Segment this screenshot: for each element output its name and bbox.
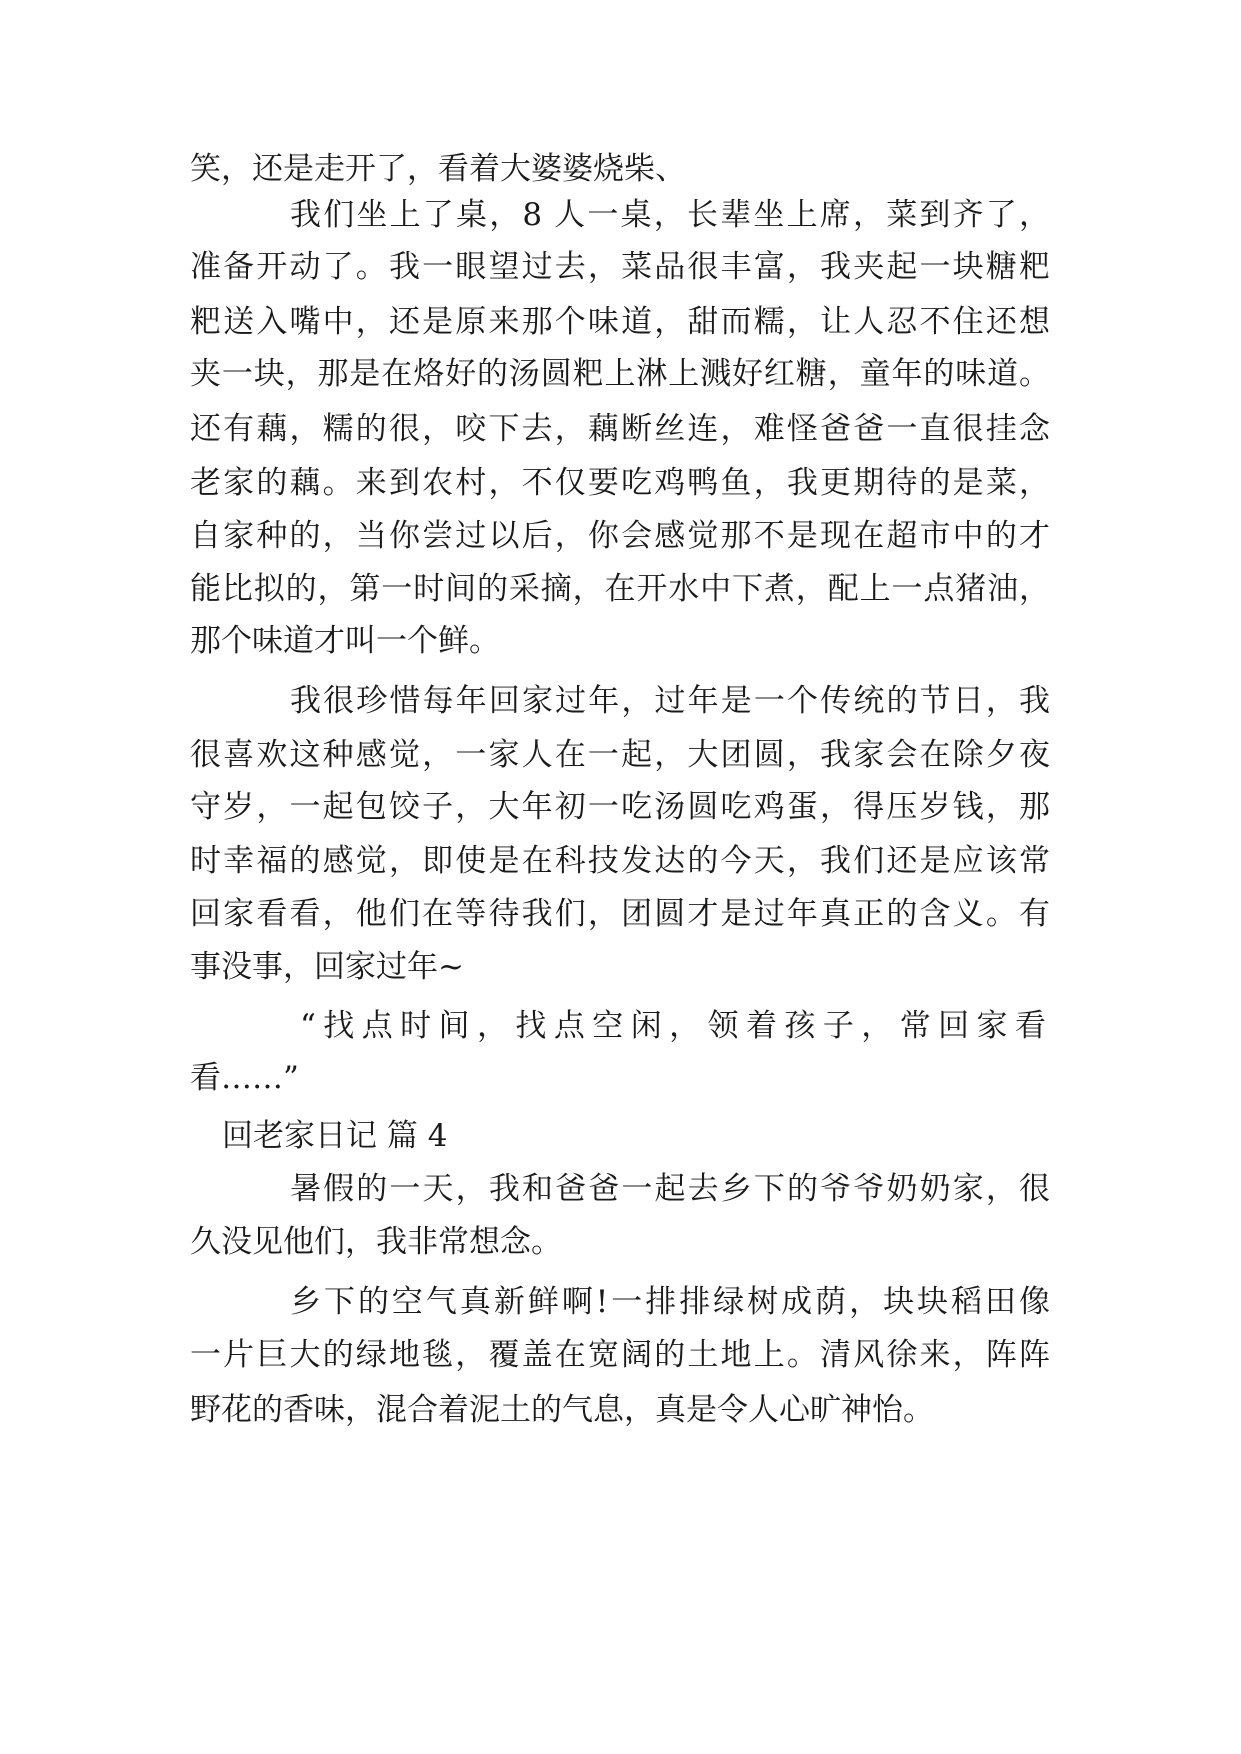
paragraph-first-line: 我们坐上了桌，8 人一桌，长辈坐上席，菜到齐了， — [290, 197, 1050, 233]
paragraph-first-line: 我很珍惜每年回家过年，过年是一个传统的节日，我 — [290, 683, 1050, 719]
quote-line: 看……” — [190, 1060, 299, 1096]
text-line: 自家种的，当你尝过以后，你会感觉那不是现在超市中的才 — [190, 518, 1050, 554]
text-line: 还有藕，糯的很，咬下去，藕断丝连，难怪爸爸一直很挂念 — [190, 411, 1050, 447]
text-line: 很喜欢这种感觉，一家人在一起，大团圆，我家会在除夕夜 — [190, 737, 1050, 773]
text-line: 回家看看，他们在等待我们，团圆才是过年真正的含义。有 — [190, 896, 1050, 932]
text-line: 野花的香味，混合着泥土的气息，真是令人心旷神怡。 — [190, 1392, 934, 1428]
paragraph-first-line: 暑假的一天，我和爸爸一起去乡下的爷爷奶奶家，很 — [290, 1171, 1050, 1207]
text-line: 老家的藕。来到农村，不仅要吃鸡鸭鱼，我更期待的是菜， — [190, 465, 1050, 501]
text-line: 久没见他们，我非常想念。 — [190, 1224, 562, 1260]
text-line: 一片巨大的绿地毯，覆盖在宽阔的土地上。清风徐来，阵阵 — [190, 1337, 1050, 1373]
text-line: 能比拟的，第一时间的采摘，在开水中下煮，配上一点猪油， — [190, 571, 1050, 607]
text-line: 粑送入嘴中，还是原来那个味道，甜而糯，让人忍不住还想 — [190, 304, 1050, 340]
text-line: 时幸福的感觉，即使是在科技发达的今天，我们还是应该常 — [190, 843, 1050, 879]
text-line: 守岁，一起包饺子，大年初一吃汤圆吃鸡蛋，得压岁钱，那 — [190, 789, 1050, 825]
text-line: 夹一块，那是在烙好的汤圆粑上淋上溅好红糖，童年的味道。 — [190, 356, 1050, 392]
section-heading: 回老家日记 篇 4 — [222, 1118, 448, 1154]
text-line: 准备开动了。我一眼望过去，菜品很丰富，我夹起一块糖粑 — [190, 249, 1050, 285]
quote-line: “找点时间，找点空闲，领着孩子，常回家看 — [300, 1008, 1050, 1044]
text-line: 那个味道才叫一个鲜。 — [190, 623, 500, 659]
text-line: 事没事，回家过年~ — [190, 949, 464, 985]
paragraph-first-line: 乡下的空气真新鲜啊!一排排绿树成荫，块块稻田像 — [290, 1284, 1050, 1320]
text-line: 笑，还是走开了，看着大婆婆烧柴、 — [190, 151, 686, 187]
